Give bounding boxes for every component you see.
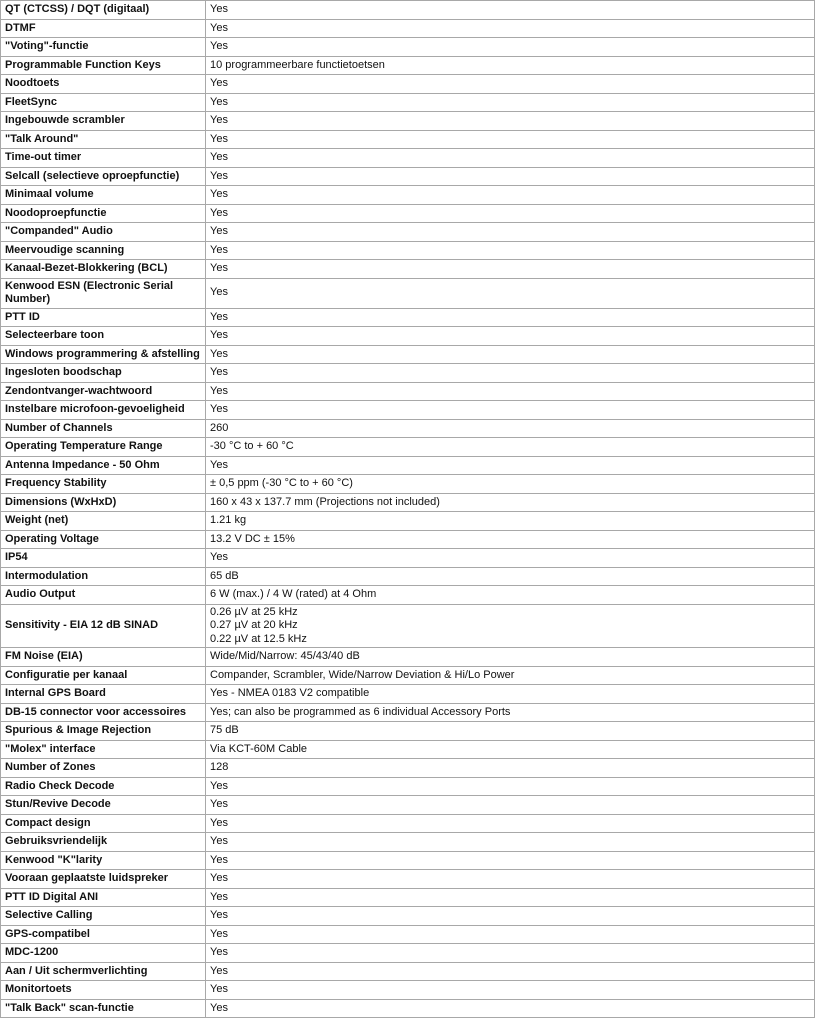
spec-label: "Talk Back" scan-functie bbox=[1, 999, 206, 1018]
spec-value-line: Yes bbox=[210, 1001, 228, 1014]
spec-value-line: Yes bbox=[210, 798, 228, 810]
spec-row bbox=[1, 740, 815, 759]
spec-value-line: Compander, Scrambler, Wide/Narrow Deviation & Hi/Lo Power bbox=[210, 668, 515, 681]
spec-value bbox=[206, 401, 815, 420]
spec-label: Ingebouwde scrambler bbox=[1, 112, 206, 131]
spec-row bbox=[1, 149, 815, 168]
spec-value-line: Yes bbox=[210, 347, 228, 360]
spec-value-line: Yes bbox=[210, 77, 228, 89]
spec-row bbox=[1, 530, 815, 549]
spec-row bbox=[1, 327, 815, 346]
spec-value-line: 0.26 µV at 25 kHz bbox=[210, 605, 298, 618]
spec-value bbox=[206, 56, 815, 75]
spec-value-line: Yes bbox=[210, 132, 228, 145]
spec-value-line: Yes bbox=[210, 983, 228, 995]
spec-label: Kanaal-Bezet-Blokkering (BCL) bbox=[1, 260, 206, 279]
spec-table-body bbox=[1, 1, 815, 1018]
spec-label: Gebruiksvriendelijk bbox=[1, 833, 206, 852]
spec-value-line: Yes; can also be programmed as 6 individual Accessory Ports bbox=[210, 705, 511, 718]
spec-value-line: Yes bbox=[210, 188, 228, 200]
spec-label: QT (CTCSS) / DQT (digitaal) bbox=[1, 1, 206, 20]
spec-row bbox=[1, 167, 815, 186]
spec-value bbox=[206, 888, 815, 907]
spec-row bbox=[1, 549, 815, 568]
spec-label: Kenwood "K"larity bbox=[1, 851, 206, 870]
spec-row bbox=[1, 241, 815, 260]
spec-row bbox=[1, 438, 815, 457]
spec-row bbox=[1, 666, 815, 685]
spec-value-line: Yes bbox=[210, 816, 228, 829]
spec-label: Audio Output bbox=[1, 586, 206, 605]
spec-row bbox=[1, 456, 815, 475]
spec-value bbox=[206, 549, 815, 568]
spec-label: Minimaal volume bbox=[1, 186, 206, 205]
spec-label: Antenna Impedance - 50 Ohm bbox=[1, 456, 206, 475]
spec-value-line: 0.27 µV at 20 kHz bbox=[210, 619, 298, 631]
spec-value bbox=[206, 327, 815, 346]
spec-label: Zendontvanger-wachtwoord bbox=[1, 382, 206, 401]
spec-value-line: Yes bbox=[210, 890, 228, 903]
spec-label: Selective Calling bbox=[1, 907, 206, 926]
spec-label: Number of Zones bbox=[1, 759, 206, 778]
spec-row bbox=[1, 345, 815, 364]
spec-label: "Molex" interface bbox=[1, 740, 206, 759]
spec-value bbox=[206, 75, 815, 94]
spec-label: Stun/Revive Decode bbox=[1, 796, 206, 815]
spec-label: Programmable Function Keys bbox=[1, 56, 206, 75]
spec-label: Selcall (selectieve oproepfunctie) bbox=[1, 167, 206, 186]
spec-value-line: Yes bbox=[210, 206, 228, 219]
spec-label: Compact design bbox=[1, 814, 206, 833]
spec-row bbox=[1, 833, 815, 852]
spec-value bbox=[206, 38, 815, 57]
spec-label: "Companded" Audio bbox=[1, 223, 206, 242]
spec-value bbox=[206, 814, 815, 833]
spec-row bbox=[1, 814, 815, 833]
spec-label: Meervoudige scanning bbox=[1, 241, 206, 260]
spec-value-line: 260 bbox=[210, 421, 229, 434]
spec-label: Kenwood ESN (Electronic Serial Number) bbox=[1, 278, 206, 308]
spec-value bbox=[206, 722, 815, 741]
spec-value-line: Yes bbox=[210, 909, 228, 921]
spec-row bbox=[1, 364, 815, 383]
spec-row bbox=[1, 130, 815, 149]
spec-value bbox=[206, 167, 815, 186]
spec-value-line: Yes bbox=[210, 114, 228, 126]
spec-value-line: Yes bbox=[210, 779, 228, 792]
spec-label: IP54 bbox=[1, 549, 206, 568]
spec-value bbox=[206, 223, 815, 242]
spec-value-line: 128 bbox=[210, 761, 229, 773]
spec-value-line: Yes bbox=[210, 551, 228, 563]
spec-value bbox=[206, 475, 815, 494]
spec-value bbox=[206, 666, 815, 685]
spec-value-line: 6 W (max.) / 4 W (rated) at 4 Ohm bbox=[210, 588, 377, 600]
spec-row bbox=[1, 907, 815, 926]
spec-label: "Talk Around" bbox=[1, 130, 206, 149]
spec-value bbox=[206, 740, 815, 759]
spec-row bbox=[1, 382, 815, 401]
spec-value bbox=[206, 796, 815, 815]
spec-label: Dimensions (WxHxD) bbox=[1, 493, 206, 512]
spec-label: Monitortoets bbox=[1, 981, 206, 1000]
spec-value bbox=[206, 456, 815, 475]
spec-value-line: Yes bbox=[210, 853, 228, 866]
spec-value bbox=[206, 345, 815, 364]
spec-value bbox=[206, 438, 815, 457]
spec-value-line: Yes bbox=[210, 946, 228, 958]
spec-row bbox=[1, 925, 815, 944]
spec-value bbox=[206, 648, 815, 667]
spec-value bbox=[206, 260, 815, 279]
spec-label: Aan / Uit schermverlichting bbox=[1, 962, 206, 981]
spec-value bbox=[206, 962, 815, 981]
spec-value bbox=[206, 925, 815, 944]
spec-value bbox=[206, 149, 815, 168]
spec-label: Noodoproepfunctie bbox=[1, 204, 206, 223]
spec-label: Internal GPS Board bbox=[1, 685, 206, 704]
spec-value-line: Yes bbox=[210, 458, 228, 471]
spec-label: FM Noise (EIA) bbox=[1, 648, 206, 667]
spec-value bbox=[206, 870, 815, 889]
spec-value-line: Yes bbox=[210, 927, 228, 940]
spec-row bbox=[1, 962, 815, 981]
spec-label: Number of Channels bbox=[1, 419, 206, 438]
spec-value bbox=[206, 308, 815, 327]
spec-row bbox=[1, 685, 815, 704]
spec-value-line: Yes bbox=[210, 835, 228, 847]
spec-row bbox=[1, 703, 815, 722]
spec-value bbox=[206, 419, 815, 438]
spec-value bbox=[206, 833, 815, 852]
spec-label: Spurious & Image Rejection bbox=[1, 722, 206, 741]
spec-label: PTT ID bbox=[1, 308, 206, 327]
spec-value-line: Yes bbox=[210, 366, 228, 378]
spec-label: Operating Voltage bbox=[1, 530, 206, 549]
spec-value bbox=[206, 130, 815, 149]
spec-row bbox=[1, 512, 815, 531]
spec-value-line: Yes bbox=[210, 21, 228, 34]
spec-value bbox=[206, 186, 815, 205]
spec-value-line: 10 programmeerbare functietoetsen bbox=[210, 58, 385, 71]
spec-row bbox=[1, 648, 815, 667]
spec-label: Intermodulation bbox=[1, 567, 206, 586]
spec-value bbox=[206, 93, 815, 112]
spec-row bbox=[1, 567, 815, 586]
spec-row bbox=[1, 981, 815, 1000]
spec-row bbox=[1, 278, 815, 308]
spec-label: Time-out timer bbox=[1, 149, 206, 168]
spec-row bbox=[1, 888, 815, 907]
spec-label: Sensitivity - EIA 12 dB SINAD bbox=[1, 604, 206, 648]
spec-value bbox=[206, 19, 815, 38]
spec-row bbox=[1, 401, 815, 420]
spec-value bbox=[206, 851, 815, 870]
spec-row bbox=[1, 870, 815, 889]
spec-value bbox=[206, 759, 815, 778]
spec-value-line: Yes - NMEA 0183 V2 compatible bbox=[210, 687, 370, 699]
spec-value-line: Yes bbox=[210, 243, 228, 256]
spec-row bbox=[1, 75, 815, 94]
spec-value bbox=[206, 112, 815, 131]
spec-label: Operating Temperature Range bbox=[1, 438, 206, 457]
spec-row bbox=[1, 112, 815, 131]
spec-label: Windows programmering & afstelling bbox=[1, 345, 206, 364]
spec-row bbox=[1, 308, 815, 327]
spec-label: Radio Check Decode bbox=[1, 777, 206, 796]
spec-value-line: Yes bbox=[210, 403, 228, 415]
spec-row bbox=[1, 777, 815, 796]
spec-value-line: Via KCT-60M Cable bbox=[210, 742, 308, 755]
spec-value-line: 0.22 µV at 12.5 kHz bbox=[210, 632, 307, 645]
spec-label: Ingesloten boodschap bbox=[1, 364, 206, 383]
spec-value-line: Yes bbox=[210, 286, 228, 299]
spec-row bbox=[1, 38, 815, 57]
spec-value bbox=[206, 530, 815, 549]
spec-row bbox=[1, 93, 815, 112]
spec-value-line: Yes bbox=[210, 964, 228, 977]
spec-value-line: Yes bbox=[210, 40, 228, 52]
spec-row bbox=[1, 475, 815, 494]
spec-value-line: Wide/Mid/Narrow: 45/43/40 dB bbox=[210, 650, 360, 662]
spec-label: PTT ID Digital ANI bbox=[1, 888, 206, 907]
spec-value-line: Yes bbox=[210, 225, 228, 237]
spec-label: FleetSync bbox=[1, 93, 206, 112]
spec-value bbox=[206, 703, 815, 722]
spec-row bbox=[1, 19, 815, 38]
spec-label: MDC-1200 bbox=[1, 944, 206, 963]
spec-value bbox=[206, 278, 815, 308]
spec-value-line: 160 x 43 x 137.7 mm (Projections not included) bbox=[210, 495, 440, 508]
spec-row bbox=[1, 1, 815, 20]
spec-row bbox=[1, 223, 815, 242]
spec-value-line: Yes bbox=[210, 3, 228, 15]
spec-value-line: 75 dB bbox=[210, 724, 239, 736]
spec-value bbox=[206, 586, 815, 605]
spec-label: "Voting"-functie bbox=[1, 38, 206, 57]
spec-row bbox=[1, 260, 815, 279]
spec-label: Frequency Stability bbox=[1, 475, 206, 494]
spec-label: Weight (net) bbox=[1, 512, 206, 531]
spec-row bbox=[1, 419, 815, 438]
spec-value bbox=[206, 567, 815, 586]
spec-value-line: Yes bbox=[210, 872, 228, 884]
spec-row bbox=[1, 944, 815, 963]
spec-row bbox=[1, 493, 815, 512]
spec-label: Noodtoets bbox=[1, 75, 206, 94]
spec-value bbox=[206, 907, 815, 926]
spec-value-line: Yes bbox=[210, 169, 228, 182]
spec-value-line: Yes bbox=[210, 384, 228, 397]
spec-value bbox=[206, 241, 815, 260]
spec-row bbox=[1, 186, 815, 205]
spec-value bbox=[206, 364, 815, 383]
spec-label: Vooraan geplaatste luidspreker bbox=[1, 870, 206, 889]
spec-value bbox=[206, 685, 815, 704]
spec-row bbox=[1, 999, 815, 1018]
spec-row bbox=[1, 586, 815, 605]
spec-value-line: Yes bbox=[210, 310, 228, 323]
spec-value-line: Yes bbox=[210, 329, 228, 341]
spec-row bbox=[1, 604, 815, 648]
spec-value bbox=[206, 1, 815, 20]
spec-value-line: 65 dB bbox=[210, 569, 239, 582]
spec-label: DTMF bbox=[1, 19, 206, 38]
spec-value-line: -30 °C to + 60 °C bbox=[210, 440, 294, 452]
spec-value bbox=[206, 604, 815, 648]
spec-value-line: ± 0,5 ppm (-30 °C to + 60 °C) bbox=[210, 477, 353, 489]
spec-label: Selecteerbare toon bbox=[1, 327, 206, 346]
spec-value bbox=[206, 999, 815, 1018]
spec-row bbox=[1, 796, 815, 815]
spec-label: DB-15 connector voor accessoires bbox=[1, 703, 206, 722]
spec-value bbox=[206, 382, 815, 401]
spec-row bbox=[1, 722, 815, 741]
spec-row bbox=[1, 204, 815, 223]
spec-value-line: Yes bbox=[210, 95, 228, 108]
spec-value-line: 1.21 kg bbox=[210, 514, 247, 526]
spec-value-line: 13.2 V DC ± 15% bbox=[210, 532, 295, 545]
spec-label: Instelbare microfoon-gevoeligheid bbox=[1, 401, 206, 420]
spec-row bbox=[1, 851, 815, 870]
spec-value bbox=[206, 493, 815, 512]
spec-row bbox=[1, 759, 815, 778]
spec-label: Configuratie per kanaal bbox=[1, 666, 206, 685]
spec-value-line: Yes bbox=[210, 151, 228, 163]
spec-value-line: Yes bbox=[210, 262, 228, 274]
spec-label: GPS-compatibel bbox=[1, 925, 206, 944]
spec-value bbox=[206, 944, 815, 963]
spec-value bbox=[206, 204, 815, 223]
spec-value bbox=[206, 512, 815, 531]
spec-value bbox=[206, 981, 815, 1000]
spec-value bbox=[206, 777, 815, 796]
spec-row bbox=[1, 56, 815, 75]
